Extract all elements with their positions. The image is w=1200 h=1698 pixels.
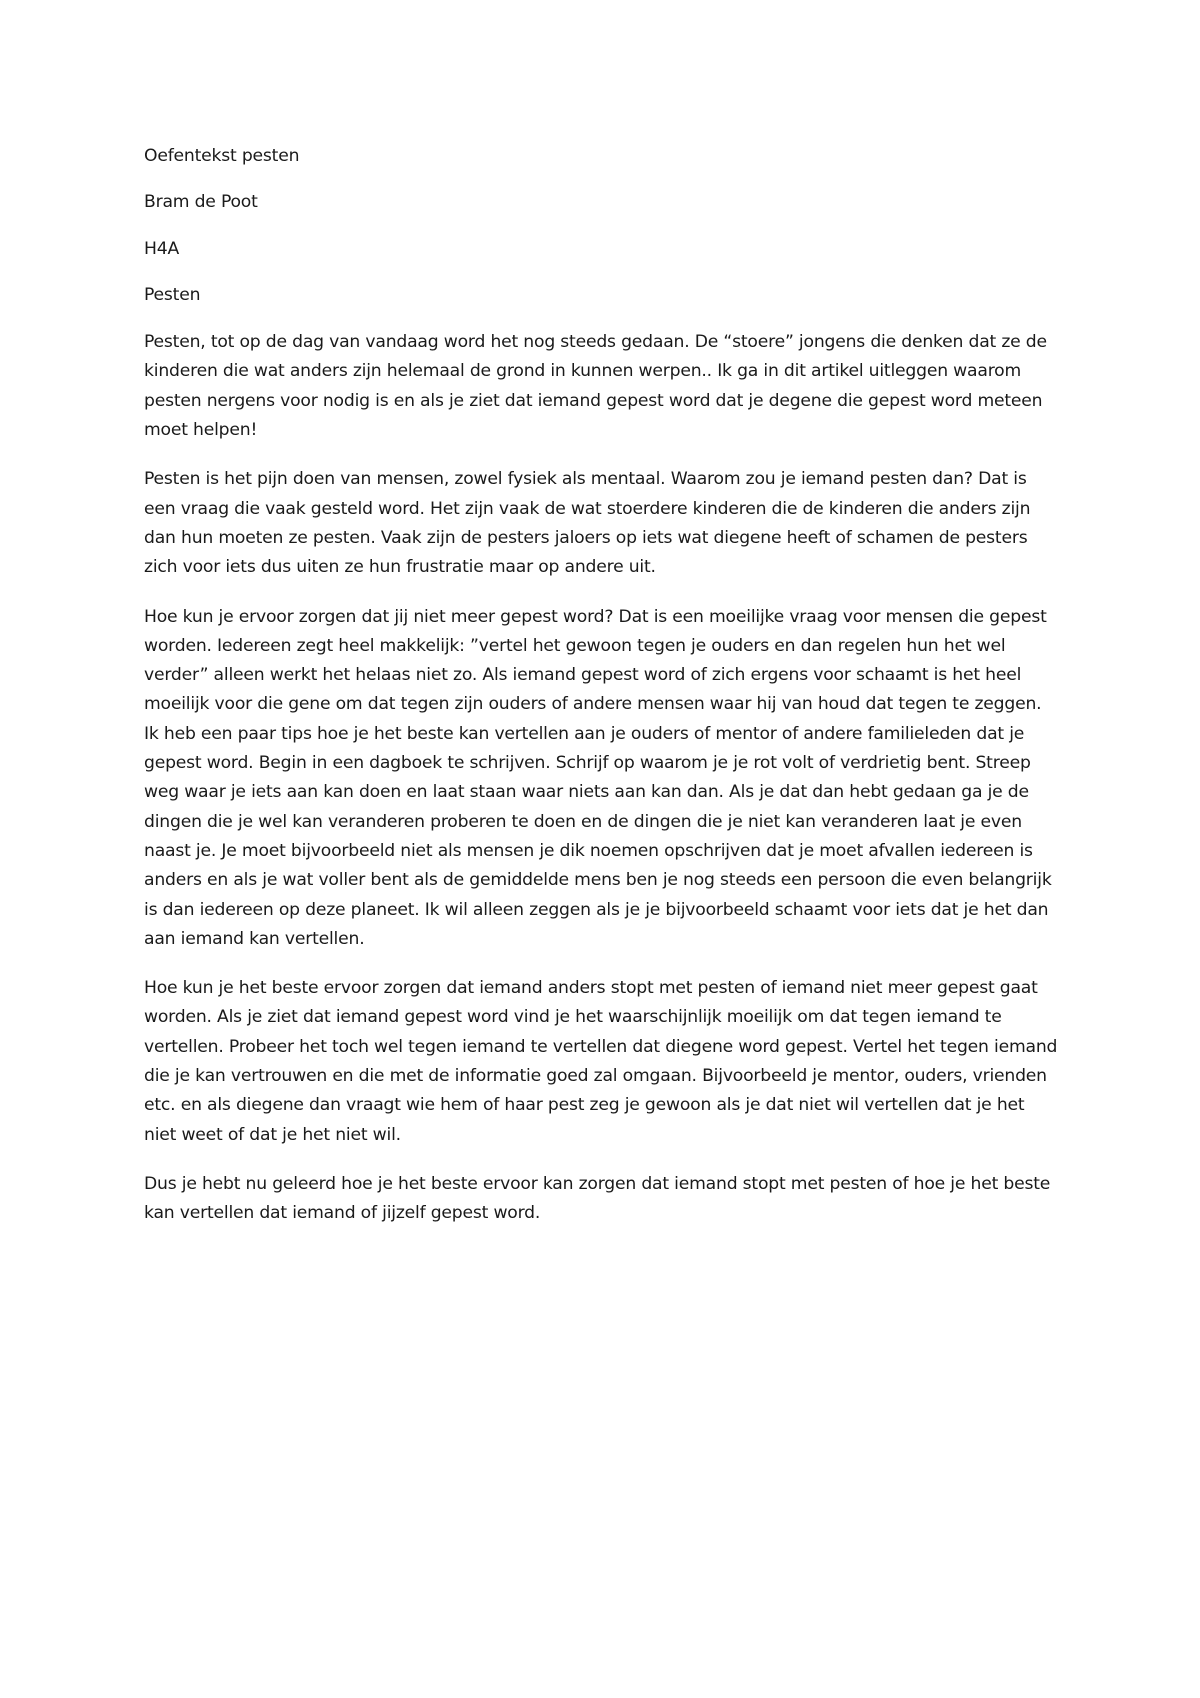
author-name: Bram de Poot xyxy=(144,192,258,213)
paragraph-tips-victim: Hoe kun je ervoor zorgen dat jij niet meer gepest word? Dat is een moeilijke vraag voor mensen die gepest worden. Iedereen zegt heel makkelijk: ”vertel het gewoon tegen je ouders en dan regelen hun het wel verder” alleen werkt het helaas niet zo. Als iemand gepest word of zich ergens voor schaamt is het heel moeilijk voor die gene om dat tegen zijn ouders of andere mensen waar hij van houd dat tegen te zeggen. Ik heb een paar tips hoe je het beste kan vertellen aan je ouders of mentor of andere familieleden dat je gepest word. Begin in een dagboek te schrijven. Schrijf op waarom je je rot volt of verdrietig bent. Streep weg waar je iets aan kan doen en laat staan waar niets aan kan dan. Als je dat dan hebt gedaan ga je de dingen die je wel kan veranderen proberen te doen en de dingen die je niet kan veranderen laat je even naast je. Je moet bijvoorbeeld niet als mensen je dik noemen opschrijven dat je moet afvallen iedereen is anders en als je wat voller bent als de gemiddelde mens ben je nog steeds een persoon die even belangrijk is dan iedereen op deze planeet. Ik wil alleen zeggen als je je bijvoorbeeld schaamt voor iets dat je het dan aan iemand kan vertellen. xyxy=(144,606,1052,949)
paragraph-definition: Pesten is het pijn doen van mensen, zowel fysiek als mentaal. Waarom zou je iemand pesten dan? Dat is een vraag die vaak gesteld word. Het zijn vaak de wat stoerdere kinderen die de kinderen die anders zijn dan hun moeten ze pesten. Vaak zijn de pesters jaloers op iets wat diegene heeft of schamen de pesters zich voor iets dus uiten ze hun frustratie maar op andere uit. xyxy=(144,469,1031,578)
document-title: Oefentekst pesten xyxy=(144,146,300,166)
document-body xyxy=(144,143,1060,1249)
paragraph-conclusion: Dus je hebt nu geleerd hoe je het beste ervoor kan zorgen dat iemand stopt met pesten of hoe je het beste kan vertellen dat iemand of jijzelf gepest word. xyxy=(144,1173,1051,1224)
section-heading: Pesten xyxy=(144,284,201,305)
paragraph-tips-bystander: Hoe kun je het beste ervoor zorgen dat iemand anders stopt met pesten of iemand niet meer gepest gaat worden. Als je ziet dat iemand gepest word vind je het waarschijnlijk moeilijk om dat tegen iemand te vertellen. Probeer het toch wel tegen iemand te vertellen dat diegene word gepest. Vertel het tegen iemand die je kan vertrouwen en die met de informatie goed zal omgaan. Bijvoorbeeld je mentor, ouders, vrienden etc. en als diegene dan vraagt wie hem of haar pest zeg je gewoon als je dat niet wil vertellen dat je het niet weet of dat je het niet wil. xyxy=(144,978,1058,1145)
class-code: H4A xyxy=(144,238,180,259)
paragraph-intro: Pesten, tot op de dag van vandaag word het nog steeds gedaan. De “stoere” jongens die denken dat ze de kinderen die wat anders zijn helemaal de grond in kunnen werpen.. Ik ga in dit artikel uitleggen waarom pesten nergens voor nodig is en als je ziet dat iemand gepest word dat je degene die gepest word meteen moet helpen! xyxy=(144,332,1047,441)
